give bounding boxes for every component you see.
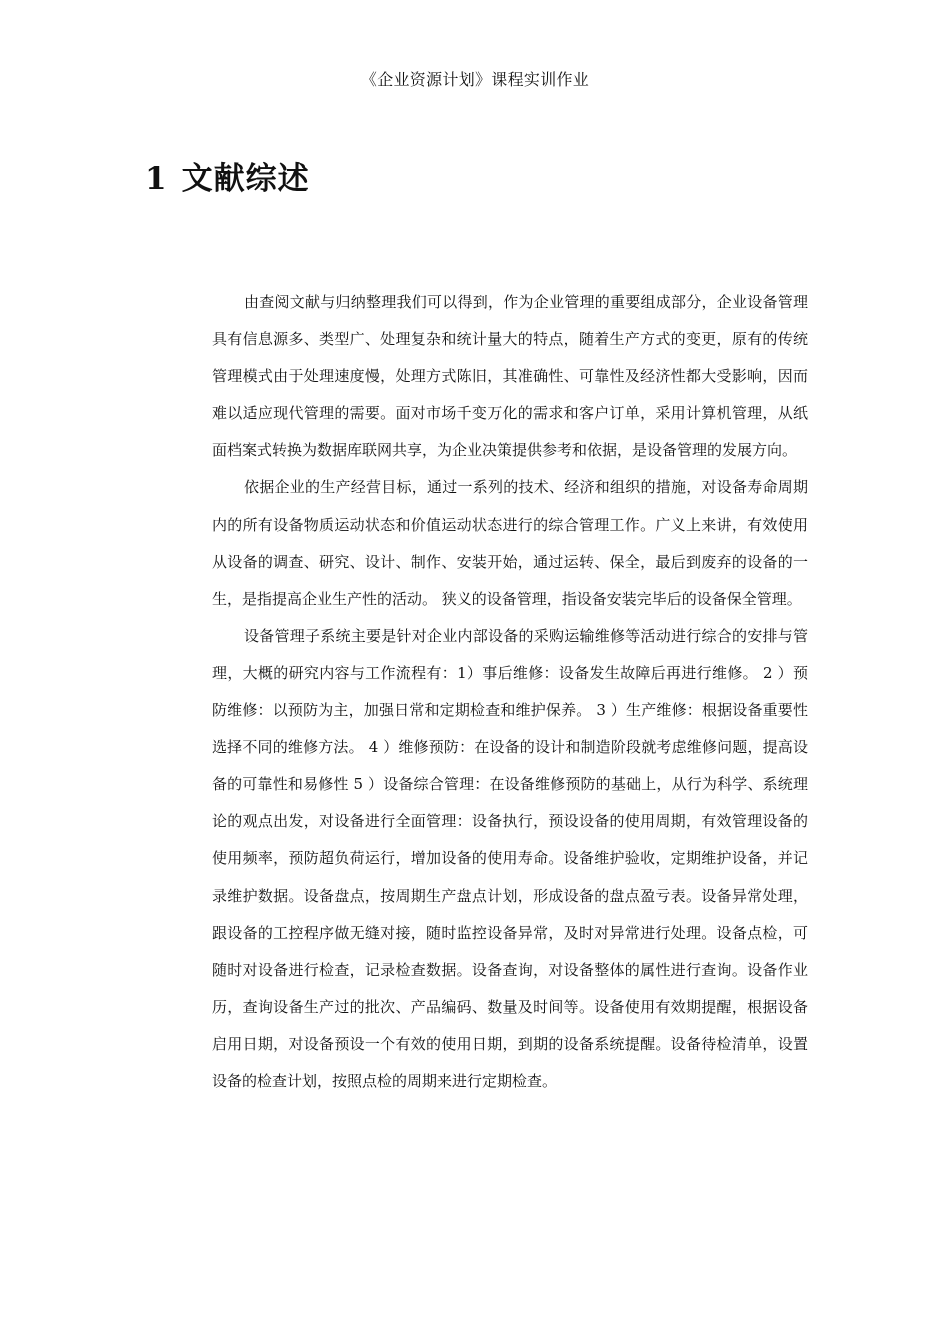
- section-number: 1: [145, 161, 168, 197]
- paragraph: 设备管理子系统主要是针对企业内部设备的采购运输维修等活动进行综合的安排与管理，大概的研究内容与工作流程有：1）事后维修：设备发生故障后再进行维修。 2 ）预防维修：以预防为主，加强日常和定期检查和维护保养。 3 ）生产维修：根据设备重要性选择不同的维修方法。 4 ）维修预防：在设备的设计和制造阶段就考虑维修问题，提高设备的可靠性和易修性 5 ）设备综合管理：在设备维修预防的基础上，从行为科学、系统理论的观点出发，对设备进行全面管理：设备执行，预设设备的使用周期，有效管理设备的使用频率，预防超负荷运行，增加设备的使用寿命。设备维护验收，定期维护设备，并记录维护数据。设备盘点，按周期生产盘点计划，形成设备的盘点盈亏表。设备异常处理，跟设备的工控程序做无缝对接，随时监控设备异常，及时对异常进行处理。设备点检，可随时对设备进行检查，记录检查数据。设备查询，对设备整体的属性进行查询。设备作业历，查询设备生产过的批次、产品编码、数量及时间等。设备使用有效期提醒，根据设备启用日期，对设备预设一个有效的使用日期，到期的设备系统提醒。设备待检清单，设置设备的检查计划，按照点检的周期来进行定期检查。: [212, 626, 808, 1090]
- running-header: 《企业资源计划》课程实训作业: [360, 70, 590, 89]
- section-heading: [145, 156, 310, 202]
- section-title: 文献综述: [181, 161, 310, 197]
- body-text: [212, 284, 808, 1100]
- paragraph: 依据企业的生产经营目标，通过一系列的技术、经济和组织的措施，对设备寿命周期内的所有设备物质运动状态和价值运动状态进行的综合管理工作。广义上来讲，有效使用从设备的调查、研究、设计、制作、安装开始，通过运转、保全，最后到废弃的设备的一生，是指提高企业生产性的活动。 狭义的设备管理，指设备安装完毕后的设备保全管理。: [212, 478, 808, 608]
- paragraph: 由查阅文献与归纳整理我们可以得到，作为企业管理的重要组成部分，企业设备管理具有信息源多、类型广、处理复杂和统计量大的特点，随着生产方式的变更，原有的传统管理模式由于处理速度慢，处理方式陈旧，其准确性、可靠性及经济性都大受影响，因而难以适应现代管理的需要。面对市场千变万化的需求和客户订单，采用计算机管理，从纸面档案式转换为数据库联网共享，为企业决策提供参考和依据，是设备管理的发展方向。: [212, 293, 808, 460]
